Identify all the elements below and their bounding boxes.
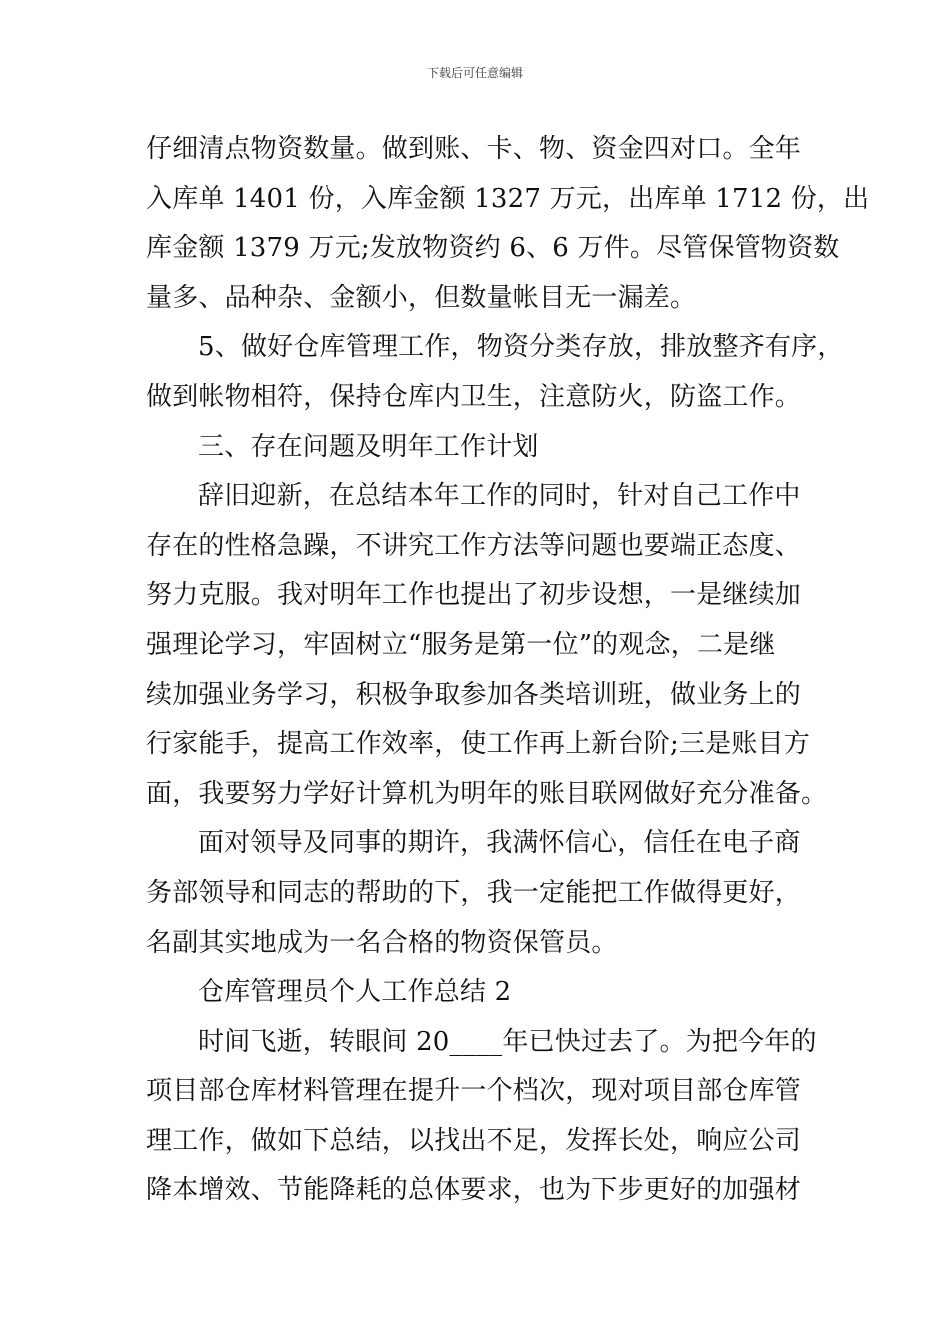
text-line: 强理论学习，牢固树立“服务是第一位”的观念，二是继	[146, 629, 776, 660]
text-line: 务部领导和同志的帮助的下，我一定能把工作做得更好，	[146, 877, 802, 908]
document-body	[146, 125, 870, 1216]
text-line: 努力克服。我对明年工作也提出了初步设想，一是继续加	[146, 580, 802, 611]
text-line: 时间飞逝，转眼间 20____年已快过去了。为把今年的	[198, 1026, 817, 1057]
text-line: 做到帐物相符，保持仓库内卫生，注意防火，防盗工作。	[146, 381, 802, 412]
text-line: 仔细清点物资数量。做到账、卡、物、资金四对口。全年	[146, 134, 802, 164]
text-line: 入库单 1401 份，入库金额 1327 万元，出库单 1712 份，出	[146, 183, 870, 214]
text-line: 5、做好仓库管理工作，物资分类存放，排放整齐有序，	[198, 332, 844, 363]
text-line: 名副其实地成为一名合格的物资保管员。	[146, 927, 618, 958]
text-line: 面对领导及同事的期许，我满怀信心，信任在电子商	[198, 828, 801, 859]
text-line: 辞旧迎新，在总结本年工作的同时，针对自己工作中	[198, 481, 801, 512]
text-line: 项目部仓库材料管理在提升一个档次，现对项目部仓库管	[146, 1076, 802, 1107]
text-line: 面，我要努力学好计算机为明年的账目联网做好充分准备。	[146, 778, 828, 809]
document-title: 仓库管理员个人工作总结 2	[198, 977, 512, 1008]
text-line: 理工作，做如下总结，以找出不足，发挥长处，响应公司	[146, 1125, 802, 1156]
text-line: 存在的性格急躁，不讲究工作方法等问题也要端正态度、	[146, 530, 802, 561]
text-line: 降本增效、节能降耗的总体要求，也为下步更好的加强材	[146, 1175, 802, 1206]
section-heading: 三、存在问题及明年工作计划	[198, 431, 539, 462]
text-line: 库金额 1379 万元;发放物资约 6、6 万件。尽管保管物资数	[146, 233, 840, 264]
page-header-note: 下载后可任意编辑	[426, 66, 523, 80]
text-line: 续加强业务学习，积极争取参加各类培训班，做业务上的	[146, 679, 802, 710]
text-line: 量多、品种杂、金额小，但数量帐目无一漏差。	[146, 282, 697, 313]
text-line: 行家能手，提高工作效率，使工作再上新台阶;三是账目方	[146, 729, 810, 760]
